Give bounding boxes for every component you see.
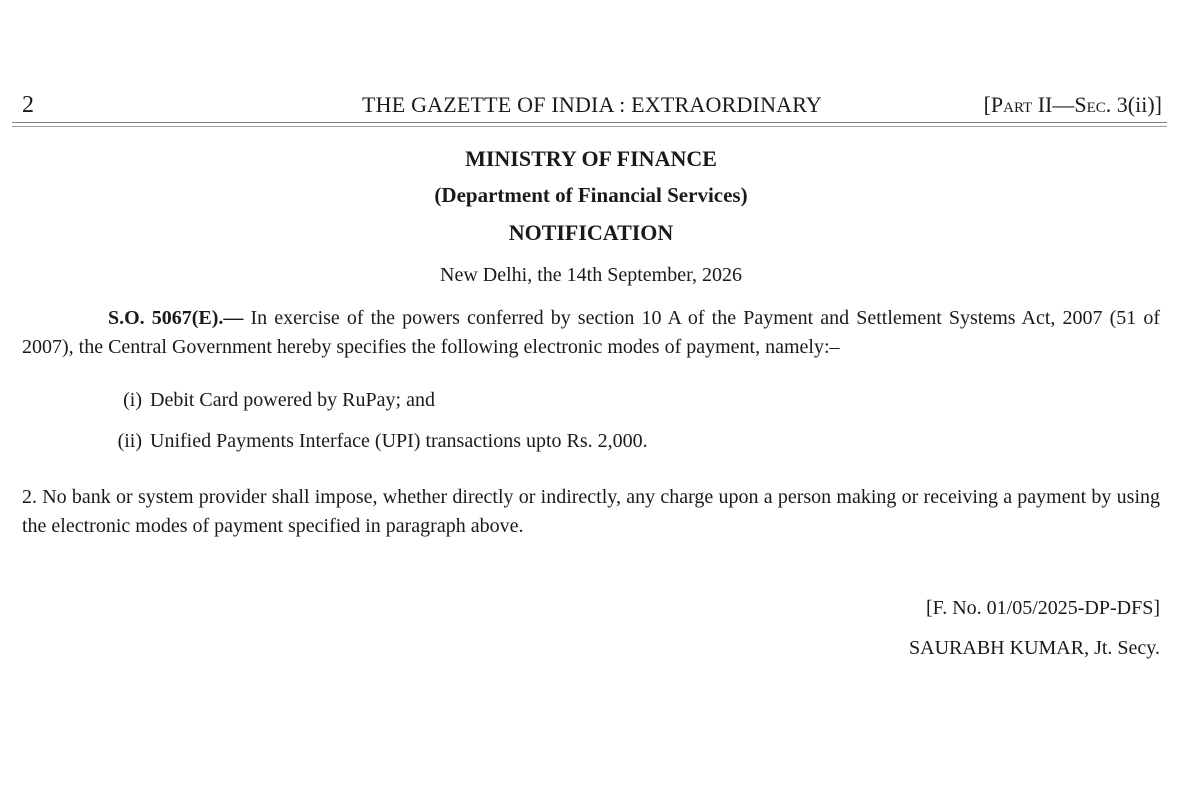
notification-paragraph-2: 2. No bank or system provider shall impose, whether directly or indirectly, any charge upon a person making or receiving a payment by using the electronic modes of payment specified in paragraph above. — [22, 486, 1160, 537]
dateline: New Delhi, the 14th September, 2026 — [440, 264, 742, 286]
list-item — [100, 386, 1100, 415]
list-item-text: Debit Card powered by RuPay; and — [150, 389, 435, 411]
file-number: [F. No. 01/05/2025-DP-DFS] — [926, 597, 1160, 619]
ministry-heading: MINISTRY OF FINANCE — [465, 146, 717, 171]
sec-rest: ec — [1086, 92, 1106, 117]
part-mid: II—S — [1032, 92, 1087, 117]
list-marker: (ii) — [117, 430, 142, 452]
part-rest: art — [1003, 92, 1033, 117]
department-heading: (Department of Financial Services) — [434, 183, 748, 207]
header-rule-bottom — [12, 126, 1167, 127]
so-number: S.O. 5067(E).— — [108, 307, 244, 329]
list-item-text: Unified Payments Interface (UPI) transactions upto Rs. 2,000. — [150, 430, 648, 452]
part-section-label — [984, 90, 1162, 120]
part-close: . 3(ii)] — [1105, 92, 1162, 117]
part-open: [P — [983, 92, 1004, 117]
signatory: SAURABH KUMAR, Jt. Secy. — [909, 637, 1160, 659]
list-marker: (i) — [123, 389, 142, 411]
paragraph-1-text: In exercise of the powers conferred by section 10 A of the Payment and Settlement Systems Act, 2007 (51 of 2007), the Central Government hereby specifies the following electronic modes of payment, namely:– — [22, 307, 1161, 358]
notification-paragraph-1 — [22, 304, 1160, 362]
header-rule-top — [12, 122, 1167, 123]
list-item — [100, 427, 1100, 456]
page-number: 2 — [22, 92, 34, 118]
notification-heading: NOTIFICATION — [508, 220, 674, 245]
gazette-header — [22, 90, 1162, 120]
gazette-title: THE GAZETTE OF INDIA : EXTRAORDINARY — [362, 92, 822, 117]
